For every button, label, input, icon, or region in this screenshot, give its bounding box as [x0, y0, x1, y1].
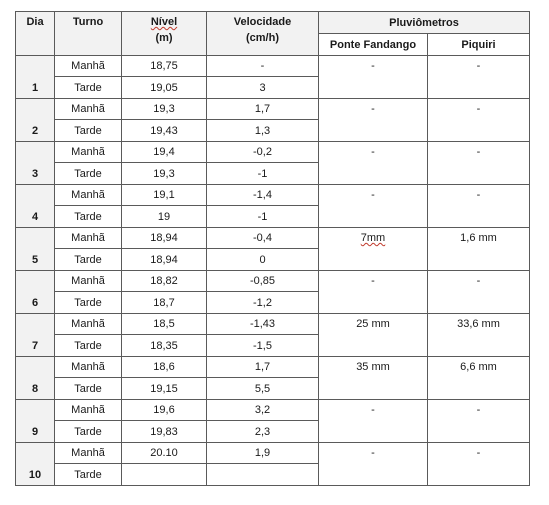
cell-piquiri: -: [428, 443, 530, 486]
cell-piquiri: -: [428, 271, 530, 314]
cell-velocidade: -0,4: [207, 228, 319, 249]
cell-turno: Manhã: [55, 314, 122, 335]
cell-nivel: 19: [122, 206, 207, 228]
cell-nivel: 19,15: [122, 378, 207, 400]
cell-ponte-fandango: [319, 271, 428, 314]
cell-dia: 3: [16, 142, 55, 185]
cell-nivel: 18,7: [122, 292, 207, 314]
cell-piquiri: -: [428, 142, 530, 185]
cell-piquiri: -: [428, 99, 530, 142]
cell-velocidade: -1: [207, 163, 319, 185]
cell-nivel: 19,4: [122, 142, 207, 163]
cell-turno: Tarde: [55, 292, 122, 314]
cell-nivel: 18,5: [122, 314, 207, 335]
table-row: [16, 99, 530, 120]
cell-velocidade: -1,5: [207, 335, 319, 357]
cell-turno: Manhã: [55, 271, 122, 292]
ponte-fandango-value: 7mm: [360, 232, 386, 244]
cell-velocidade: -0,2: [207, 142, 319, 163]
cell-dia: 6: [16, 271, 55, 314]
cell-ponte-fandango: [319, 56, 428, 99]
cell-ponte-fandango: [319, 400, 428, 443]
cell-dia: 7: [16, 314, 55, 357]
cell-dia: 9: [16, 400, 55, 443]
cell-nivel: 18,82: [122, 271, 207, 292]
ponte-fandango-value: -: [371, 146, 375, 158]
cell-turno: Manhã: [55, 56, 122, 77]
table-row: [16, 228, 530, 249]
cell-piquiri: 6,6 mm: [428, 357, 530, 400]
cell-velocidade: 3,2: [207, 400, 319, 421]
cell-ponte-fandango: [319, 185, 428, 228]
cell-velocidade: 1,9: [207, 443, 319, 464]
header-velocidade: [207, 12, 319, 56]
header-pluviometros: Pluviômetros: [319, 12, 530, 34]
ponte-fandango-value: -: [371, 60, 375, 72]
ponte-fandango-value: -: [371, 447, 375, 459]
cell-velocidade: -0,85: [207, 271, 319, 292]
cell-velocidade: 1,3: [207, 120, 319, 142]
cell-dia: 5: [16, 228, 55, 271]
ponte-fandango-value: 35 mm: [356, 361, 390, 373]
cell-piquiri: -: [428, 185, 530, 228]
cell-dia: 4: [16, 185, 55, 228]
cell-nivel: 19,43: [122, 120, 207, 142]
cell-nivel: 19,1: [122, 185, 207, 206]
cell-nivel: 18,6: [122, 357, 207, 378]
cell-velocidade: -: [207, 56, 319, 77]
cell-ponte-fandango: [319, 142, 428, 185]
ponte-fandango-value: 25 mm: [356, 318, 390, 330]
cell-nivel: [122, 464, 207, 486]
cell-velocidade: 1,7: [207, 99, 319, 120]
cell-velocidade: [207, 464, 319, 486]
cell-velocidade: -1,4: [207, 185, 319, 206]
cell-velocidade: 3: [207, 77, 319, 99]
cell-velocidade: 2,3: [207, 421, 319, 443]
river-level-table: [15, 11, 530, 486]
table-body: [16, 56, 530, 486]
cell-nivel: 19,3: [122, 163, 207, 185]
table-row: [16, 56, 530, 77]
cell-velocidade: -1,2: [207, 292, 319, 314]
table-row: [16, 142, 530, 163]
cell-ponte-fandango: [319, 357, 428, 400]
header-ponte-fandango: Ponte Fandango: [319, 34, 428, 56]
cell-dia: 10: [16, 443, 55, 486]
cell-turno: Tarde: [55, 163, 122, 185]
cell-nivel: 18,75: [122, 56, 207, 77]
header-dia: Dia: [16, 12, 55, 56]
cell-piquiri: 33,6 mm: [428, 314, 530, 357]
cell-turno: Tarde: [55, 206, 122, 228]
header-velocidade-unit: (cm/h): [246, 32, 279, 44]
table-header: [16, 12, 530, 56]
cell-turno: Manhã: [55, 357, 122, 378]
header-velocidade-label: Velocidade: [233, 16, 292, 28]
cell-turno: Tarde: [55, 378, 122, 400]
cell-nivel: 19,05: [122, 77, 207, 99]
cell-piquiri: -: [428, 56, 530, 99]
cell-velocidade: -1,43: [207, 314, 319, 335]
ponte-fandango-value: -: [371, 189, 375, 201]
table-row: [16, 271, 530, 292]
cell-turno: Tarde: [55, 421, 122, 443]
cell-nivel: 19,6: [122, 400, 207, 421]
ponte-fandango-value: -: [371, 275, 375, 287]
cell-turno: Tarde: [55, 120, 122, 142]
header-nivel: [122, 12, 207, 56]
cell-dia: 8: [16, 357, 55, 400]
cell-velocidade: -1: [207, 206, 319, 228]
ponte-fandango-value: -: [371, 404, 375, 416]
header-nivel-unit: (m): [155, 32, 173, 44]
header-turno: Turno: [55, 12, 122, 56]
cell-piquiri: -: [428, 400, 530, 443]
header-piquiri: Piquiri: [428, 34, 530, 56]
cell-velocidade: 5,5: [207, 378, 319, 400]
cell-velocidade: 1,7: [207, 357, 319, 378]
cell-nivel: 18,35: [122, 335, 207, 357]
table-row: [16, 443, 530, 464]
cell-turno: Manhã: [55, 142, 122, 163]
table-row: [16, 357, 530, 378]
table-row: [16, 314, 530, 335]
cell-nivel: 18,94: [122, 228, 207, 249]
cell-nivel: 18,94: [122, 249, 207, 271]
table-row: [16, 185, 530, 206]
cell-turno: Tarde: [55, 464, 122, 486]
cell-turno: Tarde: [55, 335, 122, 357]
cell-ponte-fandango: [319, 443, 428, 486]
header-nivel-label: Nível: [150, 16, 178, 28]
cell-ponte-fandango: [319, 99, 428, 142]
cell-dia: 1: [16, 56, 55, 99]
cell-turno: Tarde: [55, 77, 122, 99]
cell-velocidade: 0: [207, 249, 319, 271]
cell-nivel: 19,83: [122, 421, 207, 443]
cell-turno: Manhã: [55, 185, 122, 206]
cell-ponte-fandango: [319, 314, 428, 357]
cell-turno: Manhã: [55, 400, 122, 421]
cell-turno: Manhã: [55, 228, 122, 249]
cell-ponte-fandango: [319, 228, 428, 271]
cell-dia: 2: [16, 99, 55, 142]
cell-turno: Manhã: [55, 99, 122, 120]
cell-turno: Tarde: [55, 249, 122, 271]
cell-nivel: 19,3: [122, 99, 207, 120]
table-row: [16, 400, 530, 421]
cell-nivel: 20.10: [122, 443, 207, 464]
ponte-fandango-value: -: [371, 103, 375, 115]
cell-piquiri: 1,6 mm: [428, 228, 530, 271]
cell-turno: Manhã: [55, 443, 122, 464]
